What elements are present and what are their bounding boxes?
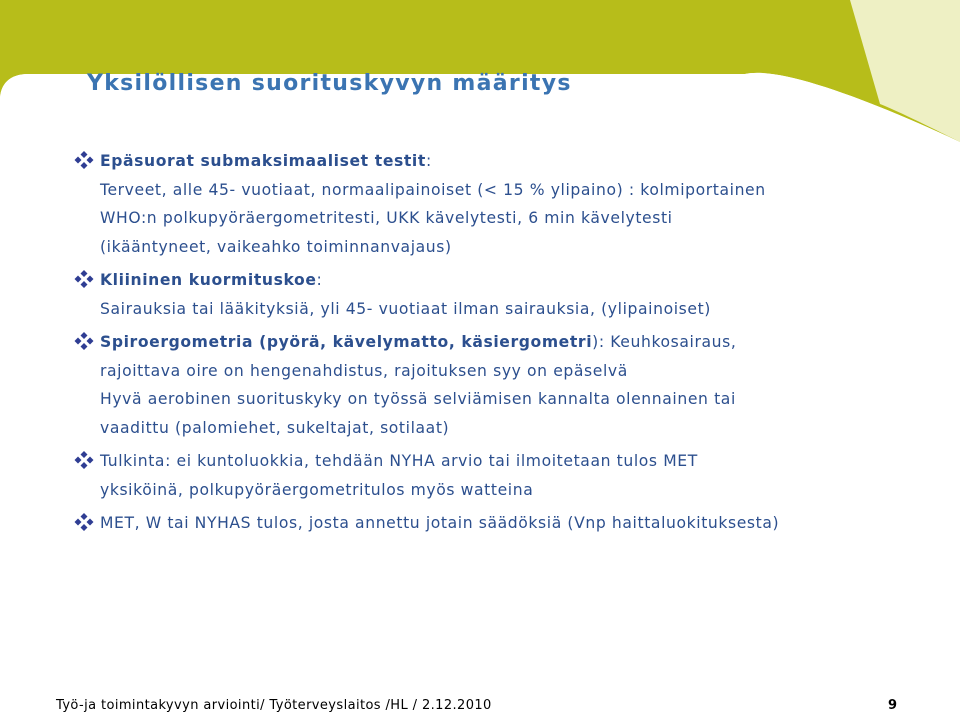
bullet-heading: Spiroergometria (pyörä, kävelymatto, käsiergometri [100, 333, 593, 351]
bullet-heading: Kliininen kuormituskoe [100, 271, 317, 289]
bullet-line [100, 328, 940, 357]
bullet-line: Sairauksia tai lääkityksiä, yli 45- vuotiaat ilman sairauksia, (ylipainoiset) [100, 299, 711, 318]
bullet-heading-suffix: ): Keuhkosairaus, [592, 333, 737, 351]
bullet-line: (ikääntyneet, vaikeahko toiminnanvajaus) [100, 237, 452, 256]
bullet-line: rajoittava oire on hengenahdistus, rajoituksen syy on epäselvä [100, 361, 628, 380]
bullet-line: Tulkinta: ei kuntoluokkia, tehdään NYHA arvio tai ilmoitetaan tulos MET [100, 452, 698, 470]
bullet-line: WHO:n polkupyöräergometritesti, UKK kävelytesti, 6 min kävelytesti [100, 209, 673, 227]
slide-body [70, 147, 940, 538]
bullet-line [100, 266, 940, 295]
bullet-line [100, 147, 940, 176]
diamond-cluster-icon [74, 451, 94, 469]
bullet-heading-suffix: : [316, 271, 323, 289]
bullet-spiroergometry [70, 328, 940, 442]
bullet-line: yksiköinä, polkupyöräergometritulos myös watteina [100, 480, 534, 499]
bullet-met-result [70, 509, 940, 538]
bullet-heading: Epäsuorat submaksimaaliset testit [100, 152, 426, 170]
diamond-cluster-icon [74, 332, 94, 350]
diamond-cluster-icon [74, 270, 94, 288]
bullet-line: Hyvä aerobinen suorituskyky on työssä selviämisen kannalta olennainen tai [100, 390, 736, 408]
footer-text: Työ-ja toimintakyvyn arviointi/ Työterveyslaitos /HL / 2.12.2010 [56, 698, 492, 713]
bullet-heading-suffix: : [425, 152, 432, 170]
diamond-cluster-icon [74, 513, 94, 531]
bullet-submaximal-tests [70, 147, 940, 261]
page-number: 9 [888, 698, 898, 713]
bullet-clinical-test [70, 266, 940, 323]
bullet-line: vaadittu (palomiehet, sukeltajat, sotilaat) [100, 418, 450, 437]
slide-title: Yksilöllisen suorituskyvyn määritys [87, 71, 572, 96]
diamond-cluster-icon [74, 151, 94, 169]
bullet-line: Terveet, alle 45- vuotiaat, normaalipainoiset (< 15 % ylipaino) : kolmiportainen [100, 180, 766, 199]
bullet-line: MET, W tai NYHAS tulos, josta annettu jotain säädöksiä (Vnp haittaluokituksesta) [100, 514, 780, 532]
bullet-interpretation [70, 447, 940, 504]
